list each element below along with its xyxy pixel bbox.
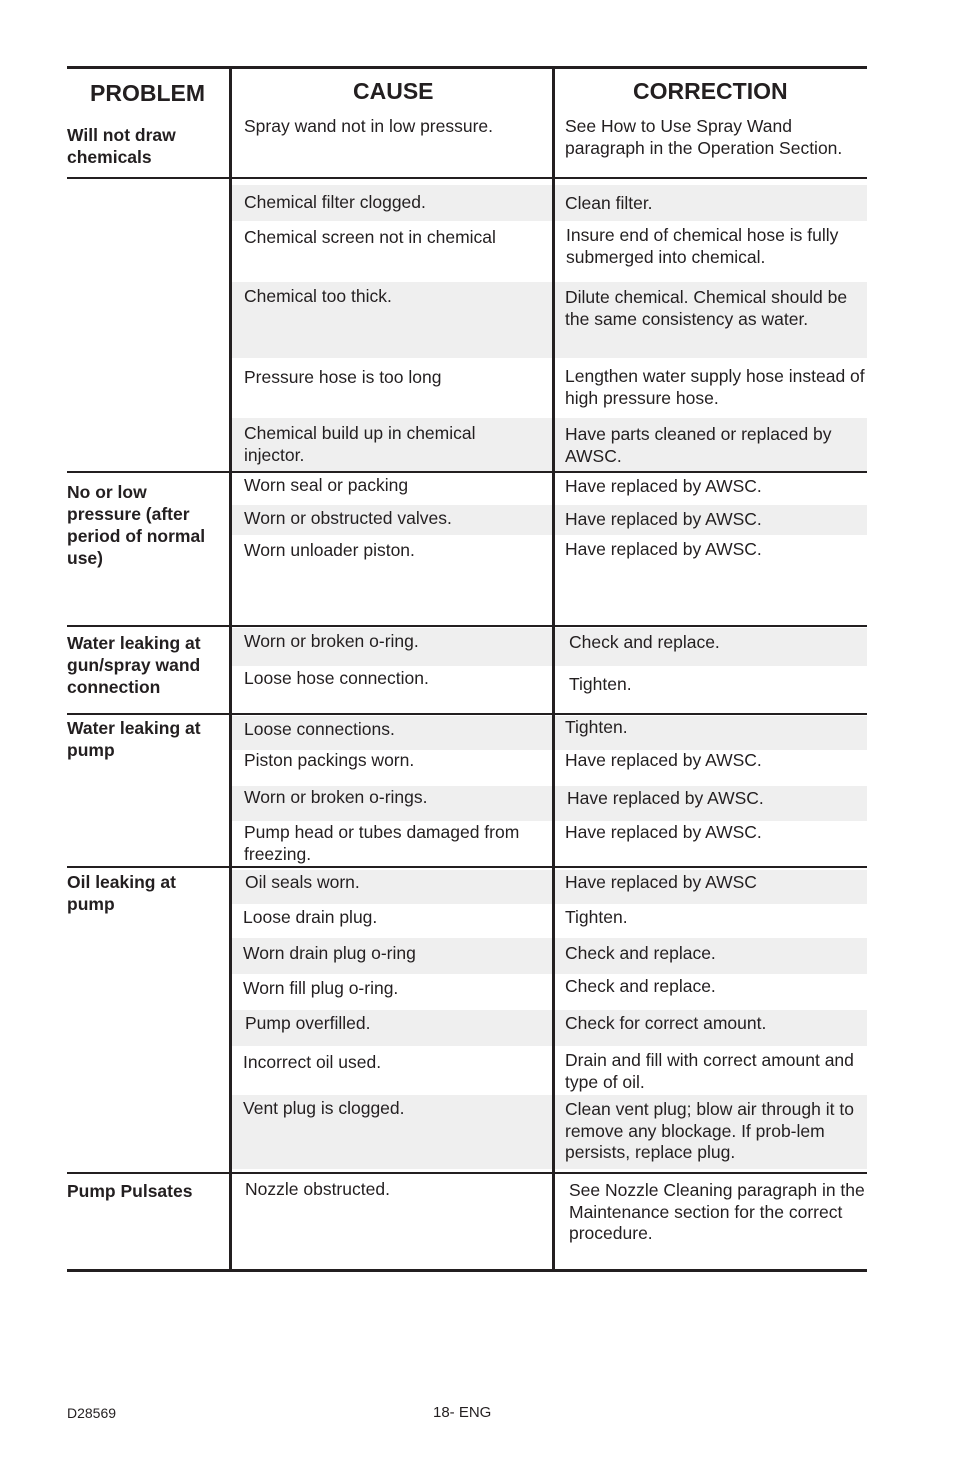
cause-cell: Loose connections. bbox=[244, 719, 395, 739]
page-number: 18- ENG bbox=[433, 1404, 492, 1421]
correction-cell: See Nozzle Cleaning paragraph in the Maintenance section for the correct procedure. bbox=[569, 1180, 865, 1243]
cause-cell: Worn seal or packing bbox=[244, 475, 409, 495]
cause-cell: Worn drain plug o-ring bbox=[243, 943, 416, 963]
correction-cell: Have replaced by AWSC. bbox=[565, 539, 762, 559]
group-rule bbox=[67, 471, 867, 473]
correction-cell: See How to Use Spray Wand paragraph in the Operation Section. bbox=[565, 116, 843, 158]
correction-cell: Have replaced by AWSC. bbox=[565, 750, 762, 770]
correction-cell: Have parts cleaned or replaced by AWSC. bbox=[565, 424, 832, 466]
problem-water-leaking-gun: Water leaking at gun/spray wand connection bbox=[67, 633, 201, 697]
column-divider-problem bbox=[229, 66, 232, 1272]
column-divider-cause bbox=[552, 66, 555, 1272]
table-bottom-rule bbox=[67, 1269, 867, 1272]
correction-cell: Insure end of chemical hose is fully submerged into chemical. bbox=[566, 225, 839, 267]
cause-cell: Worn or broken o-ring. bbox=[244, 631, 419, 651]
cause-cell: Oil seals worn. bbox=[245, 872, 360, 892]
cause-cell: Worn or broken o-rings. bbox=[244, 787, 428, 807]
header-bottom-rule-left bbox=[67, 177, 230, 179]
correction-cell: Dilute chemical. Chemical should be the same consistency as water. bbox=[565, 287, 848, 329]
cause-cell: Nozzle obstructed. bbox=[245, 1179, 390, 1199]
correction-cell: Tighten. bbox=[565, 717, 628, 737]
correction-cell: Check and replace. bbox=[565, 943, 716, 963]
group-rule bbox=[67, 1172, 867, 1174]
correction-cell: Have replaced by AWSC. bbox=[565, 509, 762, 529]
correction-cell: Check for correct amount. bbox=[565, 1013, 767, 1033]
cause-cell: Chemical filter clogged. bbox=[244, 192, 426, 212]
cause-cell: Chemical too thick. bbox=[244, 286, 392, 306]
cause-cell: Piston packings worn. bbox=[244, 750, 415, 770]
correction-cell: Check and replace. bbox=[565, 976, 716, 996]
correction-cell: Have replaced by AWSC. bbox=[565, 476, 762, 496]
problem-water-leaking-pump: Water leaking at pump bbox=[67, 718, 201, 760]
correction-cell: Have replaced by AWSC. bbox=[567, 788, 764, 808]
group-rule bbox=[67, 625, 867, 627]
cause-cell: Pressure hose is too long bbox=[244, 367, 442, 387]
cause-cell: Loose hose connection. bbox=[244, 668, 429, 688]
correction-cell: Lengthen water supply hose instead of high pressure hose. bbox=[565, 366, 865, 408]
correction-cell: Clean vent plug; blow air through it to remove any blockage. If prob-lem persists, replace plug. bbox=[565, 1099, 854, 1162]
problem-no-or-low-pressure: No or low pressure (after period of normal use) bbox=[67, 482, 206, 568]
cause-cell: Loose drain plug. bbox=[243, 907, 378, 927]
cause-cell: Spray wand not in low pressure. bbox=[244, 116, 494, 136]
cause-cell: Worn unloader piston. bbox=[244, 540, 415, 560]
correction-cell: Drain and fill with correct amount and type of oil. bbox=[565, 1050, 854, 1092]
header-cause: CAUSE bbox=[353, 78, 434, 104]
cause-cell: Worn fill plug o-ring. bbox=[243, 978, 399, 998]
header-problem: PROBLEM bbox=[90, 80, 205, 106]
cause-cell: Vent plug is clogged. bbox=[243, 1098, 405, 1118]
cause-cell: Chemical build up in chemical injector. bbox=[244, 423, 476, 465]
correction-cell: Check and replace. bbox=[569, 632, 720, 652]
group-rule bbox=[67, 713, 867, 715]
cause-cell: Chemical screen not in chemical bbox=[244, 227, 496, 247]
cause-cell: Pump head or tubes damaged from freezing. bbox=[244, 822, 520, 864]
document-number: D28569 bbox=[67, 1405, 117, 1421]
correction-cell: Have replaced by AWSC. bbox=[565, 822, 762, 842]
header-correction: CORRECTION bbox=[633, 78, 788, 104]
problem-will-not-draw-chemicals: Will not draw chemicals bbox=[67, 125, 176, 167]
correction-cell: Tighten. bbox=[565, 907, 628, 927]
problem-pump-pulsates: Pump Pulsates bbox=[67, 1181, 193, 1201]
cause-cell: Pump overfilled. bbox=[245, 1013, 371, 1033]
troubleshooting-table bbox=[67, 66, 867, 1272]
cause-cell: Incorrect oil used. bbox=[243, 1052, 382, 1072]
correction-cell: Clean filter. bbox=[565, 193, 653, 213]
correction-cell: Tighten. bbox=[569, 674, 632, 694]
group-rule bbox=[67, 866, 867, 868]
cause-cell: Worn or obstructed valves. bbox=[244, 508, 452, 528]
problem-oil-leaking-pump: Oil leaking at pump bbox=[67, 872, 176, 914]
correction-cell: Have replaced by AWSC bbox=[565, 872, 757, 892]
table-top-rule bbox=[67, 66, 867, 69]
